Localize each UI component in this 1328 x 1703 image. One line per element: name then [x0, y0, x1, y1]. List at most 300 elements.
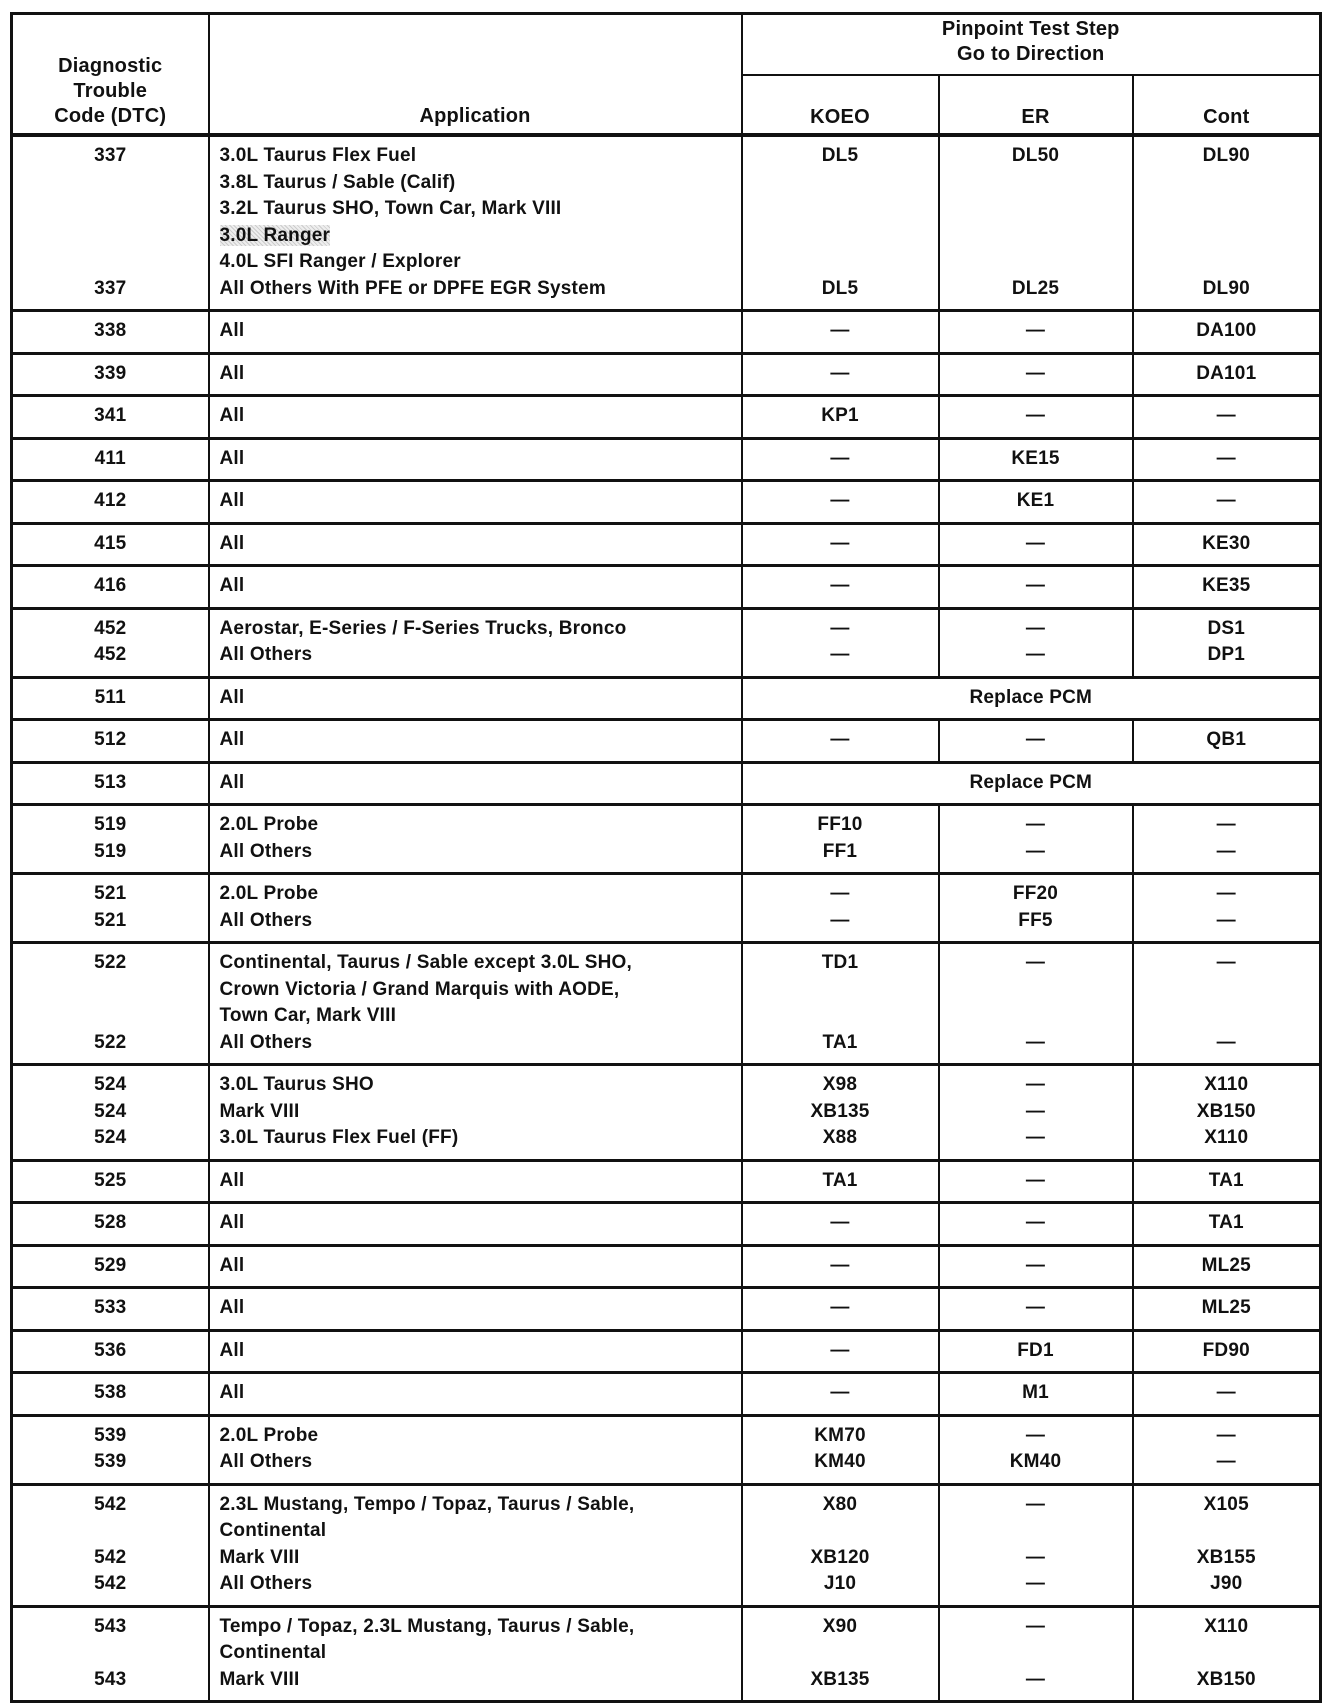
koeo-step: X90: [822, 1615, 858, 1637]
dtc-group: [12, 396, 1321, 439]
koeo-step: X80: [822, 1493, 858, 1515]
application-line: [220, 881, 741, 908]
dtc-group: [12, 1415, 1321, 1484]
application-text: Mark VIII: [219, 1668, 300, 1690]
koeo-step: —: [830, 644, 850, 665]
header-pinpoint-line: Pinpoint Test Step: [941, 18, 1120, 40]
application-cell: [209, 523, 742, 566]
er-cell: [939, 1330, 1133, 1373]
header-application: Application: [209, 14, 742, 136]
application-line: [220, 685, 741, 712]
koeo-step: —: [830, 447, 850, 469]
table-row: [12, 1203, 1321, 1246]
header-dtc: [12, 14, 209, 136]
dtc-code: 539: [94, 1424, 127, 1446]
er-step: —: [1025, 840, 1046, 862]
application-text: All: [219, 729, 245, 750]
cont-step: —: [1216, 490, 1236, 511]
application-cell: [209, 311, 742, 354]
application-text: All: [219, 447, 245, 469]
koeo-cell: [742, 481, 939, 524]
dtc-group: [12, 874, 1321, 943]
cont-cell: [1133, 1245, 1321, 1288]
application-text: All: [219, 1212, 245, 1233]
er-step: —: [1025, 405, 1046, 426]
er-cell: [939, 523, 1133, 566]
application-text: 2.0L Probe: [219, 883, 319, 904]
application-text: Mark VIII: [219, 1546, 300, 1568]
application-text: All Others: [219, 840, 313, 862]
replace-pcm-text: Replace PCM: [969, 686, 1093, 708]
dtc-group: [12, 608, 1321, 677]
cont-step: —: [1216, 909, 1236, 931]
koeo-step: XB135: [810, 1668, 870, 1690]
cont-step: —: [1216, 952, 1236, 973]
er-cell: [939, 943, 1133, 1065]
spacer: [940, 170, 1132, 197]
application-cell: [209, 1606, 742, 1702]
er-cell: [939, 481, 1133, 524]
cont-step: DS1: [1207, 617, 1246, 639]
spacer: [13, 249, 208, 276]
er-step: —: [1025, 952, 1046, 973]
table-row: [12, 1415, 1321, 1484]
koeo-step: X88: [822, 1127, 858, 1148]
application-line: [220, 276, 741, 303]
koeo-cell: [742, 135, 939, 311]
application-text: All: [219, 1169, 245, 1191]
cont-cell: [1133, 1160, 1321, 1203]
application-line: [220, 1380, 741, 1407]
header-dtc-line: Trouble: [73, 80, 148, 102]
application-text: Continental: [219, 1520, 327, 1541]
cont-step: XB155: [1196, 1546, 1256, 1568]
er-cell: [939, 1245, 1133, 1288]
cont-cell: [1133, 1415, 1321, 1484]
application-line: [220, 1072, 741, 1099]
koeo-step: —: [830, 1382, 850, 1403]
application-text: All: [219, 1254, 245, 1276]
er-step: —: [1025, 1297, 1046, 1318]
application-line: [220, 1423, 741, 1450]
spacer: [743, 1640, 938, 1667]
cont-cell: [1133, 1606, 1321, 1702]
application-line: [220, 249, 741, 276]
cont-cell: [1133, 135, 1321, 311]
replace-pcm-text: Replace PCM: [969, 771, 1093, 793]
spacer: [940, 1003, 1132, 1030]
koeo-cell: [742, 720, 939, 763]
cont-cell: [1133, 523, 1321, 566]
koeo-step: —: [830, 1339, 850, 1361]
dtc-code: 522: [94, 1031, 127, 1053]
dtc-group: [12, 677, 1321, 720]
koeo-step: J10: [823, 1573, 857, 1594]
application-cell: [209, 874, 742, 943]
application-text: 3.0L Taurus Flex Fuel (FF): [219, 1127, 459, 1148]
cont-cell: [1133, 1065, 1321, 1161]
application-cell: [209, 677, 742, 720]
er-cell: [939, 396, 1133, 439]
table-row: [12, 608, 1321, 677]
spacer: [1134, 1518, 1320, 1545]
application-line: [220, 1168, 741, 1195]
table-row: [12, 1245, 1321, 1288]
cont-cell: [1133, 1203, 1321, 1246]
application-text: All: [219, 771, 245, 793]
application-text: Continental, Taurus / Sable except 3.0L SHO,: [219, 952, 632, 973]
application-line: [220, 196, 741, 223]
dtc-cell: [12, 943, 209, 1065]
dtc-group: [12, 566, 1321, 609]
application-line: [220, 1545, 741, 1572]
er-step: —: [1025, 362, 1046, 384]
er-cell: [939, 1288, 1133, 1331]
application-cell: [209, 762, 742, 805]
cont-step: KE35: [1202, 575, 1251, 596]
spacer: [1134, 249, 1320, 276]
application-cell: [209, 1203, 742, 1246]
er-cell: [939, 438, 1133, 481]
application-line: [220, 1492, 741, 1519]
application-line: [220, 1571, 741, 1598]
er-cell: [939, 1606, 1133, 1702]
cont-step: —: [1216, 1031, 1236, 1053]
dtc-cell: [12, 1330, 209, 1373]
replace-pcm-cell: [742, 677, 1321, 720]
table-row: [12, 762, 1321, 805]
application-text: All: [219, 362, 245, 384]
dtc-cell: [12, 677, 209, 720]
application-line: [220, 446, 741, 473]
er-cell: [939, 1203, 1133, 1246]
dtc-code: 415: [94, 532, 127, 554]
table-row: [12, 1484, 1321, 1606]
spacer: [13, 223, 208, 250]
er-step: —: [1025, 1573, 1046, 1594]
dtc-code: 411: [94, 447, 126, 469]
application-line: [220, 1667, 741, 1694]
koeo-step: TD1: [821, 952, 859, 973]
dtc-cell: [12, 1606, 209, 1702]
dtc-code: 522: [94, 952, 127, 973]
er-step: DL50: [1011, 145, 1060, 166]
dtc-cell: [12, 762, 209, 805]
application-line: [220, 318, 741, 345]
application-line: [220, 950, 741, 977]
spacer: [940, 977, 1132, 1004]
table-row: [12, 481, 1321, 524]
koeo-cell: [742, 566, 939, 609]
koeo-cell: [742, 1606, 939, 1702]
er-step: FF20: [1012, 883, 1059, 904]
application-cell: [209, 943, 742, 1065]
table-row: [12, 1160, 1321, 1203]
dtc-code: 525: [94, 1169, 127, 1191]
table-row: [12, 566, 1321, 609]
table-row: [12, 353, 1321, 396]
application-text: All: [219, 1297, 245, 1318]
dtc-cell: [12, 135, 209, 311]
er-step: —: [1025, 617, 1046, 639]
application-cell: [209, 1415, 742, 1484]
koeo-step: —: [830, 575, 850, 596]
koeo-step: —: [830, 1212, 850, 1233]
application-text: All Others: [219, 1573, 313, 1594]
cont-step: DA101: [1196, 362, 1257, 384]
application-text: All: [219, 1339, 245, 1361]
dtc-code: 533: [94, 1297, 127, 1318]
application-cell: [209, 1065, 742, 1161]
dtc-cell: [12, 523, 209, 566]
table-row: [12, 1288, 1321, 1331]
er-cell: [939, 1160, 1133, 1203]
application-line: [220, 1003, 741, 1030]
koeo-step: XB120: [810, 1546, 870, 1568]
application-text: 2.3L Mustang, Tempo / Topaz, Taurus / Sable,: [219, 1493, 635, 1515]
application-line: [220, 1614, 741, 1641]
cont-step: X110: [1204, 1615, 1249, 1637]
spacer: [1134, 1003, 1320, 1030]
application-line: [220, 531, 741, 558]
koeo-step: FF10: [817, 814, 863, 835]
dtc-code: 412: [94, 490, 127, 511]
er-step: —: [1025, 1668, 1046, 1690]
application-text: All Others: [219, 1451, 313, 1472]
table-row: [12, 943, 1321, 1065]
spacer: [743, 249, 938, 276]
application-cell: [209, 720, 742, 763]
koeo-cell: [742, 805, 939, 874]
er-step: —: [1025, 1212, 1046, 1233]
dtc-code: 538: [94, 1382, 127, 1403]
koeo-cell: [742, 311, 939, 354]
dtc-cell: [12, 720, 209, 763]
spacer: [13, 1003, 208, 1030]
er-cell: [939, 135, 1133, 311]
koeo-cell: [742, 523, 939, 566]
cont-step: FD90: [1202, 1339, 1250, 1361]
table-row: [12, 805, 1321, 874]
header-koeo: KOEO: [742, 75, 939, 135]
header-dtc-line: Diagnostic: [58, 55, 163, 77]
koeo-cell: [742, 608, 939, 677]
table-header: [12, 14, 1321, 136]
spacer: [1134, 170, 1320, 197]
dtc-code: 519: [94, 814, 127, 835]
koeo-step: —: [830, 362, 850, 384]
application-cell: [209, 1288, 742, 1331]
application-text: All: [219, 686, 245, 708]
spacer: [743, 1003, 938, 1030]
cont-cell: [1133, 396, 1321, 439]
application-cell: [209, 608, 742, 677]
application-text: Tempo / Topaz, 2.3L Mustang, Taurus / Sable,: [219, 1615, 635, 1637]
dtc-cell: [12, 1065, 209, 1161]
header-pinpoint: [742, 14, 1321, 76]
dtc-code: 539: [94, 1451, 127, 1472]
cont-cell: [1133, 608, 1321, 677]
dtc-code: 452: [94, 644, 127, 665]
table-row: [12, 523, 1321, 566]
table-row: [12, 1606, 1321, 1702]
spacer: [13, 170, 208, 197]
application-text: Continental: [219, 1642, 327, 1663]
application-text: All: [219, 1382, 245, 1403]
dtc-group: [12, 1330, 1321, 1373]
koeo-cell: [742, 353, 939, 396]
er-step: FF5: [1018, 909, 1053, 931]
spacer: [13, 1640, 208, 1667]
table-row: [12, 135, 1321, 311]
koeo-step: XB135: [810, 1100, 870, 1122]
cont-step: X110: [1204, 1074, 1249, 1095]
dtc-group: [12, 135, 1321, 311]
cont-step: —: [1216, 1382, 1236, 1403]
dtc-cell: [12, 438, 209, 481]
application-line: [220, 1210, 741, 1237]
er-step: —: [1025, 1546, 1046, 1568]
koeo-step: —: [830, 1297, 850, 1318]
koeo-step: KM70: [814, 1424, 866, 1446]
er-cell: [939, 1065, 1133, 1161]
koeo-cell: [742, 874, 939, 943]
dtc-code: 512: [94, 729, 127, 750]
dtc-cell: [12, 1160, 209, 1203]
cont-cell: [1133, 1330, 1321, 1373]
dtc-group: [12, 1245, 1321, 1288]
application-text: All: [219, 320, 245, 341]
cont-step: —: [1216, 447, 1236, 469]
dtc-cell: [12, 1373, 209, 1416]
dtc-group: [12, 1203, 1321, 1246]
dtc-code: 524: [94, 1100, 127, 1122]
application-line: [220, 1338, 741, 1365]
cont-step: X110: [1204, 1127, 1249, 1148]
cont-cell: [1133, 353, 1321, 396]
application-cell: [209, 135, 742, 311]
dtc-cell: [12, 311, 209, 354]
er-cell: [939, 1415, 1133, 1484]
replace-pcm-cell: [742, 762, 1321, 805]
koeo-cell: [742, 1415, 939, 1484]
cont-step: TA1: [1208, 1169, 1244, 1191]
koeo-cell: [742, 1484, 939, 1606]
koeo-step: —: [830, 490, 850, 511]
dtc-code: 521: [94, 883, 127, 904]
koeo-step: KP1: [821, 405, 859, 426]
cont-cell: [1133, 566, 1321, 609]
application-text: 3.0L Taurus Flex Fuel: [219, 145, 417, 166]
er-step: —: [1025, 1031, 1046, 1053]
application-cell: [209, 481, 742, 524]
er-step: KM40: [1009, 1451, 1062, 1472]
dtc-group: [12, 720, 1321, 763]
cont-step: ML25: [1201, 1254, 1251, 1276]
cont-cell: [1133, 481, 1321, 524]
application-text: 4.0L SFI Ranger / Explorer: [219, 251, 461, 272]
dtc-cell: [12, 1245, 209, 1288]
dtc-cell: [12, 1203, 209, 1246]
application-text: 2.0L Probe: [219, 1424, 319, 1446]
table-row: [12, 311, 1321, 354]
cont-step: —: [1216, 840, 1236, 862]
koeo-step: KM40: [814, 1451, 866, 1472]
er-step: FD1: [1017, 1339, 1054, 1361]
dtc-group: [12, 1065, 1321, 1161]
dtc-code: 341: [94, 405, 127, 426]
spacer: [743, 1518, 938, 1545]
er-step: —: [1025, 1493, 1046, 1515]
er-step: —: [1025, 1615, 1046, 1637]
cont-cell: [1133, 720, 1321, 763]
dtc-group: [12, 762, 1321, 805]
application-line: [220, 1099, 741, 1126]
table-row: [12, 677, 1321, 720]
cont-cell: [1133, 311, 1321, 354]
application-line: [220, 1449, 741, 1476]
application-text: 2.0L Probe: [219, 814, 319, 835]
koeo-step: —: [830, 883, 850, 904]
application-text: All Others: [219, 909, 313, 931]
dtc-cell: [12, 566, 209, 609]
dtc-group: [12, 311, 1321, 354]
application-cell: [209, 1484, 742, 1606]
dtc-cell: [12, 1415, 209, 1484]
cont-step: —: [1216, 883, 1236, 904]
er-step: —: [1025, 1169, 1046, 1191]
dtc-cell: [12, 805, 209, 874]
dtc-group: [12, 805, 1321, 874]
koeo-step: —: [830, 1254, 850, 1276]
dtc-group: [12, 1288, 1321, 1331]
application-cell: [209, 1245, 742, 1288]
application-line: [220, 1253, 741, 1280]
cont-step: DL90: [1202, 277, 1250, 299]
table-row: [12, 720, 1321, 763]
dtc-code: 542: [94, 1493, 127, 1515]
application-line: [220, 1030, 741, 1057]
koeo-step: —: [830, 617, 850, 639]
koeo-cell: [742, 1288, 939, 1331]
application-text: 3.0L Ranger: [219, 224, 331, 246]
application-line: [220, 1640, 741, 1667]
application-line: [220, 839, 741, 866]
spacer: [1134, 196, 1320, 223]
cont-cell: [1133, 874, 1321, 943]
koeo-step: DL5: [821, 277, 859, 299]
header-pinpoint-line: Go to Direction: [957, 43, 1105, 65]
application-line: [220, 977, 741, 1004]
application-line: [220, 1125, 741, 1152]
dtc-code: 543: [94, 1668, 127, 1690]
application-line: [220, 1295, 741, 1322]
cont-step: TA1: [1208, 1212, 1244, 1233]
application-line: [220, 403, 741, 430]
application-text: All Others: [219, 1031, 313, 1053]
table-row: [12, 1330, 1321, 1373]
er-step: —: [1025, 1074, 1046, 1095]
er-cell: [939, 1373, 1133, 1416]
application-text: All Others With PFE or DPFE EGR System: [219, 277, 606, 299]
dtc-code: 529: [94, 1254, 127, 1276]
dtc-code: 337: [94, 145, 127, 166]
spacer: [940, 249, 1132, 276]
er-cell: [939, 805, 1133, 874]
koeo-step: FF1: [822, 840, 858, 862]
er-step: —: [1025, 1127, 1046, 1148]
dtc-code: 542: [94, 1546, 127, 1568]
